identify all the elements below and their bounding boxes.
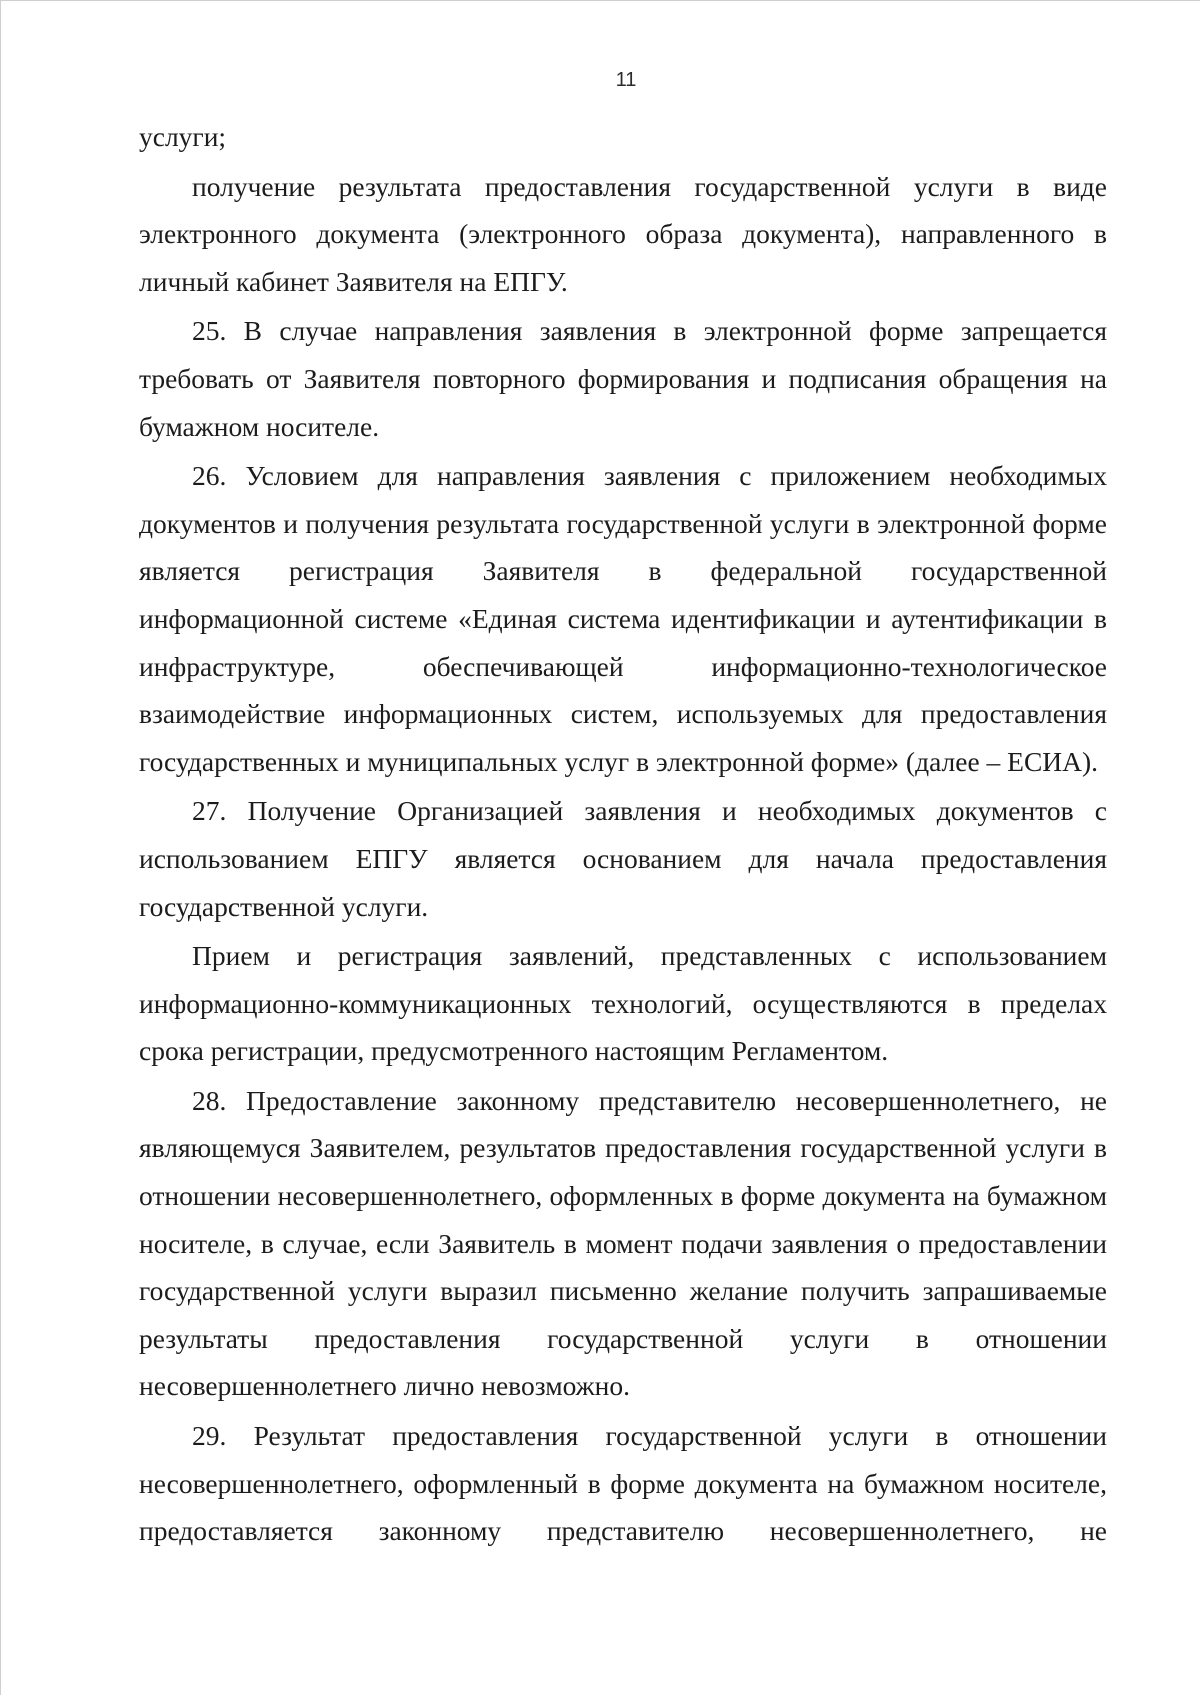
paragraph-27: 27. Получение Организацией заявления и необходимых документов с использованием ЕПГУ является основанием для начала предоставления государственной услуги. [139,795,1107,922]
page-number: 11 [615,69,637,91]
paragraph-fragment: услуги; [139,121,227,152]
paragraph-registration: Прием и регистрация заявлений, представленных с использованием информационно-коммуникационных технологий, осуществляются в пределах срока регистрации, предусмотренного настоящим Регламентом. [139,940,1107,1067]
paragraph-26: 26. Условием для направления заявления с приложением необходимых документов и получения результата государственной услуги в электронной форме является регистрация Заявителя в федеральной государственной информационной системе «Единая система идентификации и аутентификации в инфраструктуре, обеспечивающей информационно-технологическое взаимодействие информационных систем, используемых для предоставления государственных и муниципальных услуг в электронной форме» (далее – ЕСИА). [139,460,1107,777]
paragraph-28: 28. Предоставление законному представителю несовершеннолетнего, не являющемуся Заявителем, результатов предоставления государственной услуги в отношении несовершеннолетнего, оформленных в форме документа на бумажном носителе, в случае, если Заявитель в момент подачи заявления о предоставлении государственной услуги выразил письменно желание получить запрашиваемые результаты предоставления государственной услуги в отношении несовершеннолетнего лично невозможно. [139,1084,1107,1402]
paragraph-25: 25. В случае направления заявления в электронной форме запрещается требовать от Заявителя повторного формирования и подписания обращения на бумажном носителе. [139,315,1107,442]
paragraph-result-delivery: получение результата предоставления государственной услуги в виде электронного документа (электронного образа документа), направленного в личный кабинет Заявителя на ЕПГУ. [139,170,1107,297]
document-body [139,113,1107,1555]
paragraph-29: 29. Результат предоставления государственной услуги в отношении несовершеннолетнего, оформленный в форме документа на бумажном носителе, предоставляется законному представителю несовершеннолетнего, не [139,1420,1107,1547]
